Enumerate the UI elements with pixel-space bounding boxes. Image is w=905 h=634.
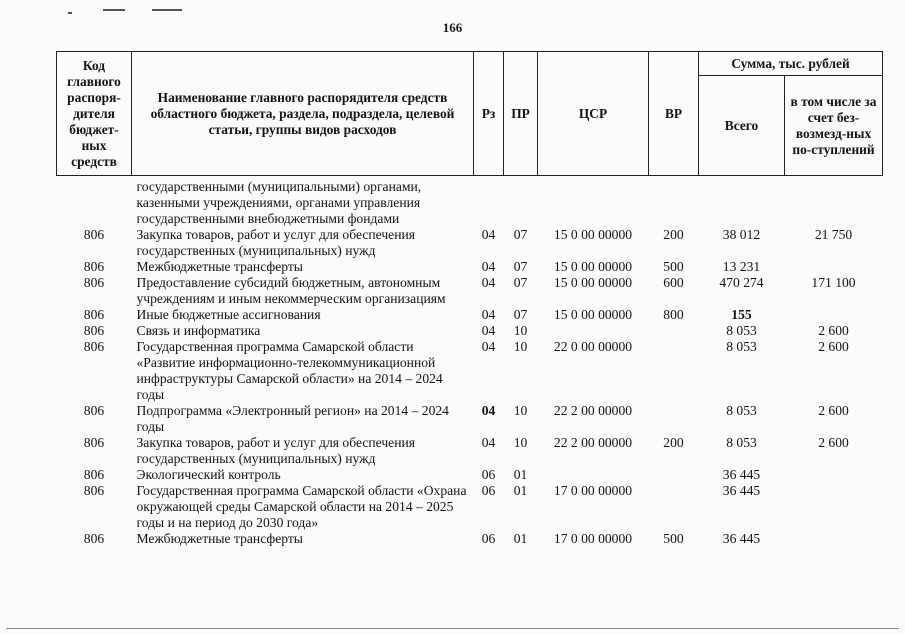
header-total: Всего [699,76,785,176]
table-body [57,176,883,548]
cell-free [785,531,883,547]
cell-name: государственными (муниципальными) органами, казенными учреждениями, органами управления государственными внебюджетными фондами [136,179,422,226]
table-row [57,227,883,259]
cell-code: 806 [83,403,105,418]
cell-vr: 500 [663,259,684,274]
cell-free: 2 600 [818,403,849,418]
cell-code: 806 [83,435,105,450]
cell-code: 806 [83,307,105,322]
table-row [57,176,883,228]
budget-table [56,51,883,547]
cell-code: 806 [83,275,105,290]
cell-pr: 10 [513,323,528,338]
cell-total: 8 053 [726,339,757,354]
cell-rz: 04 [481,227,496,242]
cell-free [785,467,883,483]
cell-pr: 07 [513,275,528,290]
header-free: в том числе за счет без-возмезд-ных по-ступлений [785,76,883,176]
cell-free [785,176,883,228]
table-row [57,339,883,403]
cell-csr: 17 0 00 00000 [553,531,633,546]
cell-csr [538,467,649,483]
cell-pr: 01 [513,483,528,498]
cell-total: 36 445 [722,467,761,482]
cell-vr: 200 [663,227,684,242]
cell-csr [538,176,649,228]
cell-code [57,176,132,228]
cell-name: Иные бюджетные ассигнования [136,307,321,322]
page-bottom-rule [6,628,899,629]
cell-total: 13 231 [722,259,761,274]
cell-rz: 04 [481,435,496,450]
cell-vr [649,467,699,483]
cell-total: 36 445 [722,483,761,498]
cell-free: 2 600 [818,435,849,450]
table-row [57,307,883,323]
table-row [57,483,883,531]
cell-vr [649,403,699,435]
cell-code: 806 [83,483,105,498]
header-vr: ВР [649,52,699,176]
cell-total: 38 012 [722,227,761,242]
header-name: Наименование главного распорядителя средств областного бюджета, раздела, подраздела, целевой статьи, группы видов расходов [132,52,474,176]
table-row [57,323,883,339]
header-sum-group: Сумма, тыс. рублей [699,52,883,76]
cell-code: 806 [83,259,105,274]
header-rz: Рз [474,52,504,176]
cell-rz: 04 [481,259,496,274]
cell-vr: 600 [663,275,684,290]
cell-csr: 15 0 00 00000 [553,307,633,322]
cell-rz: 04 [481,307,496,322]
cell-pr: 01 [513,531,528,546]
cell-csr: 15 0 00 00000 [553,227,633,242]
cell-pr: 07 [513,227,528,242]
cell-name: Межбюджетные трансферты [136,259,303,274]
cell-name: Подпрограмма «Электронный регион» на 2014 – 2024 годы [136,403,449,434]
cell-code: 806 [83,323,105,338]
cell-csr: 15 0 00 00000 [553,275,633,290]
cell-csr: 17 0 00 00000 [553,483,633,498]
cell-name: Связь и информатика [136,323,261,338]
cell-rz: 04 [481,275,496,290]
cell-rz: 04 [481,339,496,354]
cell-rz: 04 [481,403,496,418]
cell-rz: 04 [481,323,496,338]
cell-total [699,176,785,228]
table-row [57,435,883,467]
scan-artifact [152,9,182,11]
table-row [57,259,883,275]
cell-name: Экологический контроль [136,467,281,482]
cell-free [785,483,883,531]
cell-name: Государственная программа Самарской области «Развитие информационно-телекоммуникационной инфраструктуры Самарской области» на 2014 – 2024 годы [136,339,443,402]
cell-total: 36 445 [722,531,761,546]
cell-free [785,259,883,275]
cell-total: 8 053 [726,435,757,450]
cell-free: 2 600 [818,323,849,338]
cell-rz: 06 [481,467,496,482]
cell-code: 806 [83,467,105,482]
table-row [57,467,883,483]
table-row [57,403,883,435]
cell-vr: 500 [663,531,684,546]
cell-rz: 06 [481,483,496,498]
cell-name: Государственная программа Самарской области «Охрана окружающей среды Самарской области на 2014 – 2025 годы и на период до 2030 года» [136,483,467,530]
table-row [57,275,883,307]
cell-rz [474,176,504,228]
cell-total: 155 [731,307,752,322]
cell-csr: 22 2 00 00000 [553,435,633,450]
cell-pr: 10 [513,339,528,354]
cell-pr: 01 [513,467,528,482]
cell-free [785,307,883,323]
cell-rz: 06 [481,531,496,546]
cell-free: 2 600 [818,339,849,354]
header-csr: ЦСР [538,52,649,176]
header-pr: ПР [504,52,538,176]
cell-free: 21 750 [814,227,853,242]
cell-vr [649,483,699,531]
cell-vr [649,176,699,228]
table-row [57,531,883,547]
cell-total: 8 053 [726,403,757,418]
cell-csr: 22 0 00 00000 [553,339,633,354]
cell-pr: 07 [513,307,528,322]
cell-vr [649,323,699,339]
table-header [57,52,883,176]
scan-artifact [103,9,125,11]
cell-pr: 07 [513,259,528,274]
cell-vr: 800 [663,307,684,322]
scan-artifact [68,12,72,14]
cell-name: Закупка товаров, работ и услуг для обеспечения государственных (муниципальных) нужд [136,227,415,258]
cell-pr [504,176,538,228]
cell-code: 806 [83,531,105,546]
cell-pr: 10 [513,435,528,450]
cell-csr: 15 0 00 00000 [553,259,633,274]
page-number: 166 [442,20,463,35]
cell-csr [538,323,649,339]
cell-name: Закупка товаров, работ и услуг для обеспечения государственных (муниципальных) нужд [136,435,415,466]
cell-pr: 10 [513,403,528,418]
header-code: Код главного распоря-дителя бюджет-ных средств [57,52,132,176]
cell-name: Предоставление субсидий бюджетным, автономным учреждениям и иным некоммерческим организациям [136,275,446,306]
cell-name: Межбюджетные трансферты [136,531,303,546]
cell-code: 806 [83,339,105,354]
cell-code: 806 [83,227,105,242]
cell-total: 470 274 [719,275,764,290]
cell-total: 8 053 [726,323,757,338]
cell-free: 171 100 [811,275,856,290]
cell-vr [649,339,699,403]
cell-csr: 22 2 00 00000 [553,403,633,418]
cell-vr: 200 [663,435,684,450]
